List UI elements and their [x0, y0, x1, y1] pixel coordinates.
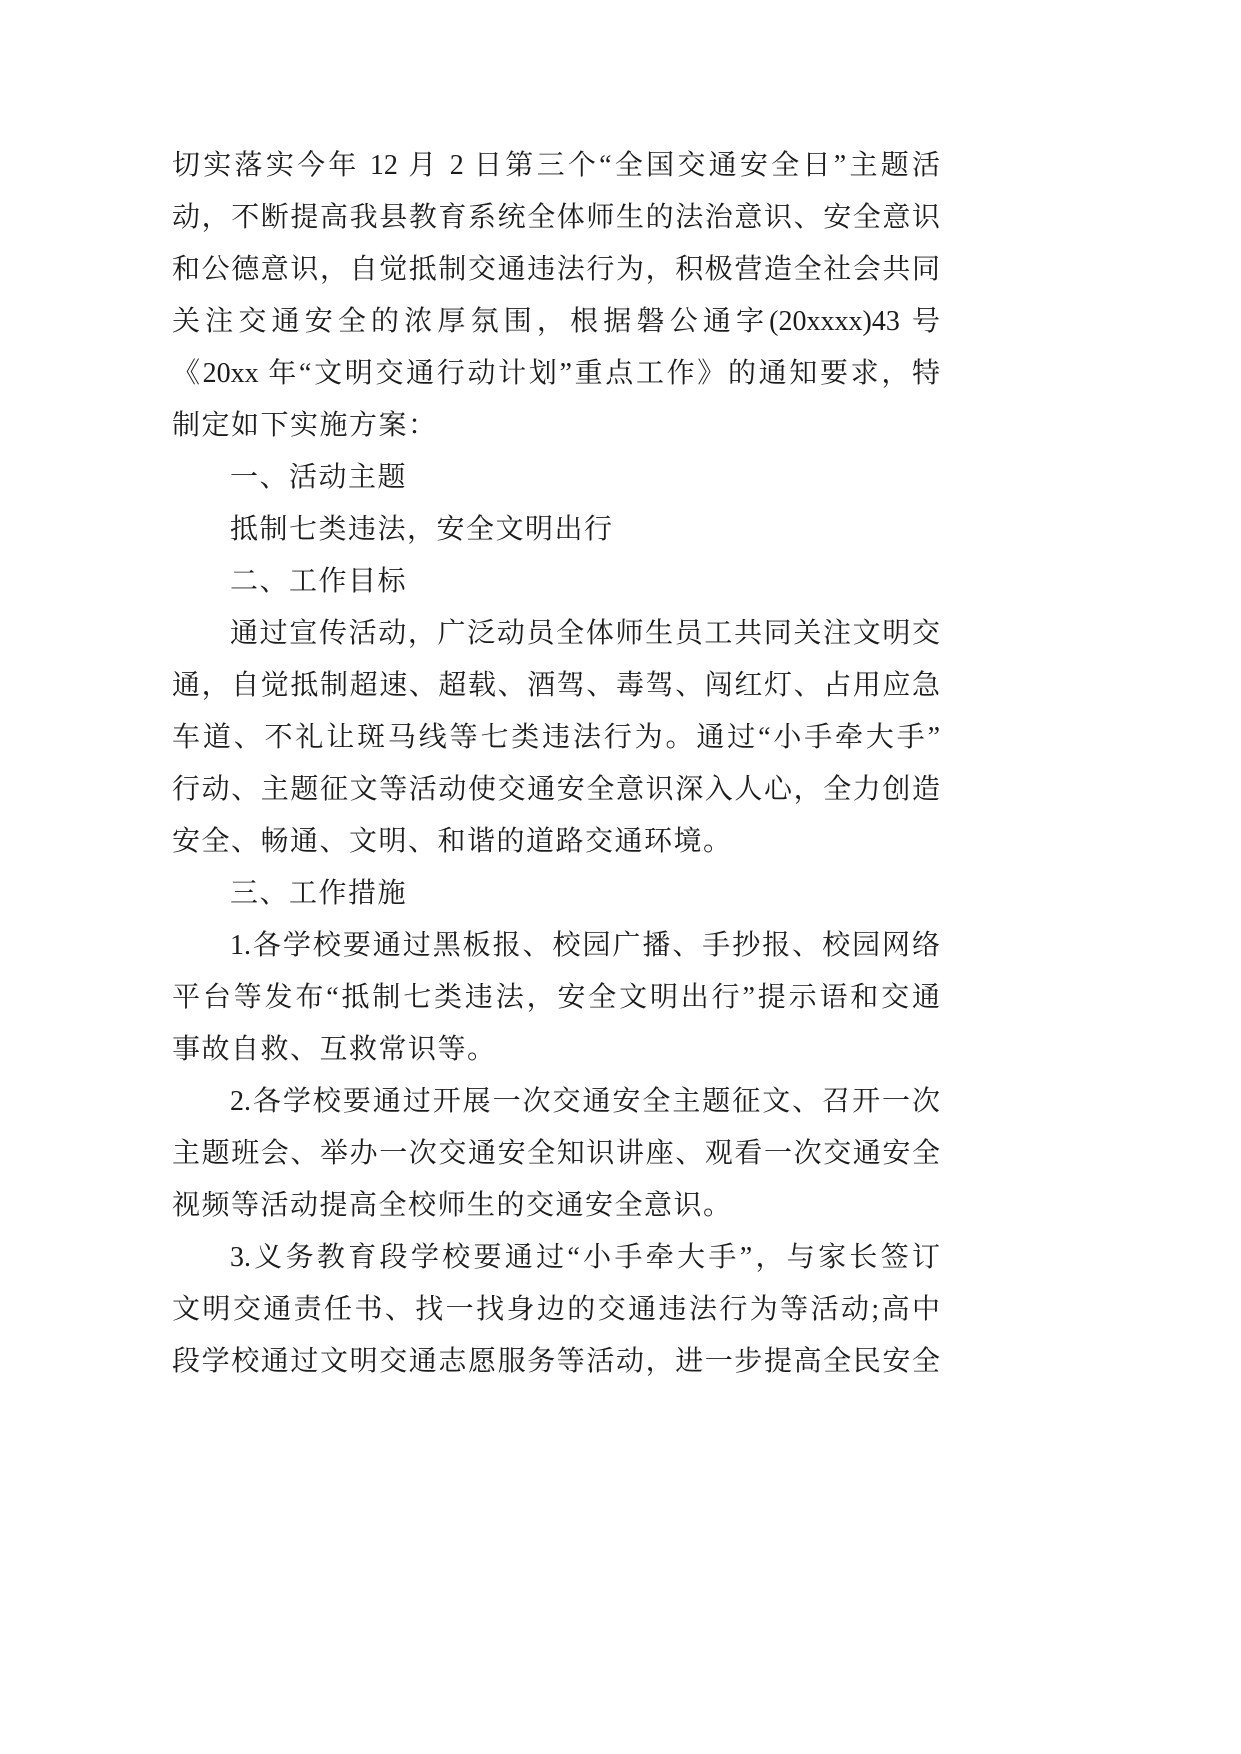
section-heading-goals: 二、工作目标 [230, 566, 408, 597]
text-line: 段学校通过文明交通志愿服务等活动，进一步提高全民安全 [172, 1346, 940, 1377]
text-line: 平台等发布“抵制七类违法，安全文明出行”提示语和交通 [172, 982, 940, 1013]
text-line: 事故自救、互救常识等。 [172, 1034, 497, 1065]
text-line: 3.义务教育段学校要通过“小手牵大手”，与家长签订 [230, 1242, 940, 1273]
paragraph-measure-2 [172, 1076, 940, 1232]
document-body [172, 140, 940, 1388]
text-line: 关注交通安全的浓厚氛围，根据磐公通字(20xxxx)43 号 [172, 306, 940, 337]
text-line: 切实落实今年 12 月 2 日第三个“全国交通安全日”主题活 [172, 150, 940, 181]
text-line: 车道、不礼让斑马线等七类违法行为。通过“小手牵大手” [172, 722, 940, 753]
text-line: 《20xx 年“文明交通行动计划”重点工作》的通知要求，特 [172, 358, 940, 389]
text-line: 动，不断提高我县教育系统全体师生的法治意识、安全意识 [172, 202, 940, 233]
text-line: 视频等活动提高全校师生的交通安全意识。 [172, 1190, 733, 1221]
text-line: 2.各学校要通过开展一次交通安全主题征文、召开一次 [230, 1086, 940, 1117]
paragraph-theme: 抵制七类违法，安全文明出行 [230, 514, 614, 545]
text-line: 通，自觉抵制超速、超载、酒驾、毒驾、闯红灯、占用应急 [172, 670, 940, 701]
section-heading-theme: 一、活动主题 [230, 462, 408, 493]
text-line: 文明交通责任书、找一找身边的交通违法行为等活动;高中 [172, 1294, 940, 1325]
text-line: 制定如下实施方案： [172, 410, 438, 441]
text-line: 主题班会、举办一次交通安全知识讲座、观看一次交通安全 [172, 1138, 940, 1169]
paragraph-goals [172, 608, 940, 868]
section-heading-measures: 三、工作措施 [230, 878, 408, 909]
text-line: 1.各学校要通过黑板报、校园广播、手抄报、校园网络 [230, 930, 940, 961]
text-line: 行动、主题征文等活动使交通安全意识深入人心，全力创造 [172, 774, 940, 805]
paragraph-measure-1 [172, 920, 940, 1076]
paragraph-measure-3 [172, 1232, 940, 1388]
text-line: 通过宣传活动，广泛动员全体师生员工共同关注文明交 [230, 618, 940, 649]
text-line: 和公德意识，自觉抵制交通违法行为，积极营造全社会共同 [172, 254, 940, 285]
paragraph-intro [172, 140, 940, 452]
text-line: 安全、畅通、文明、和谐的道路交通环境。 [172, 826, 733, 857]
